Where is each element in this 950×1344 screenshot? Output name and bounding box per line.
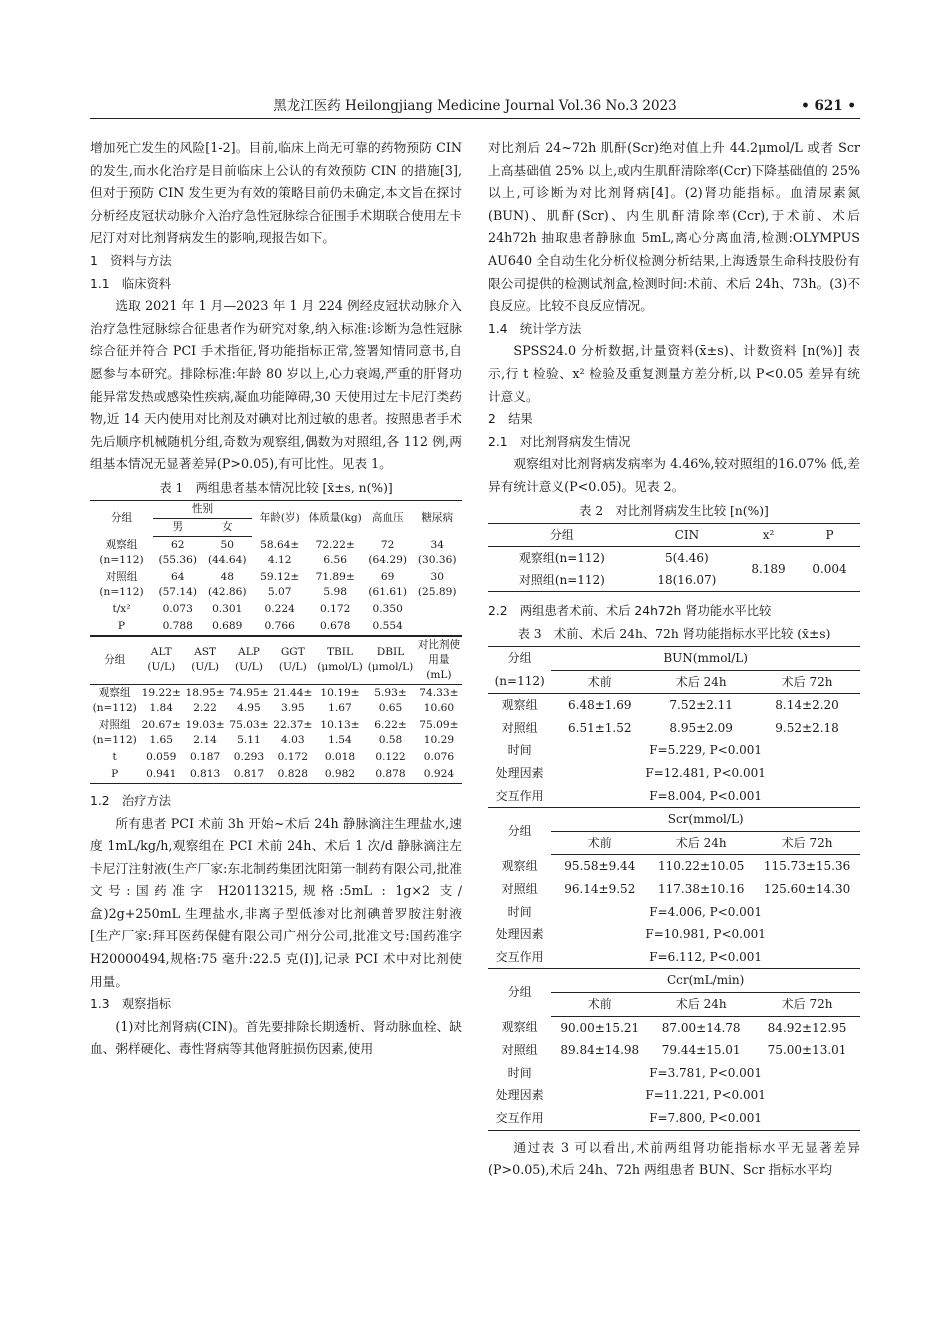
- t3-block-title: BUN(mmol/L): [551, 647, 860, 671]
- t3-cell: 7.52±2.11: [669, 698, 733, 713]
- t1-cell: 0.172: [277, 750, 308, 763]
- t1-cell: 0.554: [372, 619, 403, 632]
- t1-cell: 0.059: [146, 750, 177, 763]
- section-heading-2-2: 2.2 两组患者术前、术后 24h72h 肾功能水平比较: [488, 603, 772, 618]
- t1-cell: 0.301: [212, 602, 243, 615]
- t3-row: [488, 694, 860, 717]
- table1-caption: 表 1 两组患者基本情况比较 [x̄±s, n(%)]: [159, 480, 393, 495]
- t1-cell: 71.89± 5.98: [315, 570, 355, 598]
- t3-n-label: (n=112): [488, 670, 551, 694]
- t3-stat-row: [488, 1084, 860, 1107]
- t3-stat-row: [488, 739, 860, 762]
- t1-cell: 0.813: [189, 767, 221, 780]
- t1-h2-cell: GGT (U/L): [271, 636, 315, 684]
- t1-cell: 0.224: [264, 602, 295, 615]
- t3-cell: 观察组: [501, 698, 538, 713]
- t1-cell: 19.22± 1.84: [141, 686, 181, 714]
- t3-sub-cell: 术后 24h: [648, 993, 754, 1017]
- section-heading-1-1: 1.1 临床资料: [90, 276, 172, 291]
- t3-cell: 125.60±14.30: [763, 882, 851, 897]
- t1-cell: 18.95± 2.22: [185, 686, 225, 714]
- page-number: • 621 •: [801, 98, 856, 114]
- t1-cell: 75.09± 10.29: [419, 718, 459, 746]
- table3: [488, 646, 860, 1130]
- t3-row: [488, 1016, 860, 1039]
- t1-cell: 0.924: [423, 767, 455, 780]
- t3-cell: 观察组: [501, 859, 538, 874]
- t3-row: [488, 878, 860, 901]
- t3-cell: 观察组: [501, 1020, 538, 1035]
- t3-cell: 8.95±2.09: [669, 720, 733, 735]
- t1-cell: 74.95± 4.95: [229, 686, 269, 714]
- t1-cell: 74.33± 10.60: [419, 686, 459, 714]
- t1-h-dm: 糖尿病: [421, 512, 454, 525]
- t3-sub-cell: 术前: [551, 831, 648, 855]
- t1-cell: 0.293: [233, 750, 265, 763]
- t2-h-cell: P: [799, 523, 860, 546]
- t3-cell: 115.73±15.36: [763, 859, 851, 874]
- t1-cell: 0.018: [324, 750, 356, 763]
- t1-h-htn: 高血压: [371, 512, 404, 525]
- t3-stat-label: 处理因素: [495, 927, 544, 942]
- t3-row: [488, 855, 860, 878]
- t1-row: [90, 618, 462, 636]
- t1-cell: 0.982: [324, 767, 356, 780]
- t1-h2-cell: 分组: [90, 636, 139, 684]
- t3-cell: 89.84±14.98: [560, 1043, 640, 1058]
- right-column: [488, 137, 860, 1182]
- t1-h2-cell: ALT (U/L): [139, 636, 183, 684]
- t1-h2-cell: ALP (U/L): [227, 636, 271, 684]
- t3-stat-row: [488, 1062, 860, 1085]
- t3-stat-label: 时间: [507, 904, 532, 919]
- t3-stat-value: F=6.112, P<0.001: [649, 949, 763, 964]
- t3-cell: 84.92±12.95: [767, 1020, 847, 1035]
- t2-cell: 对照组(n=112): [518, 572, 605, 587]
- t1-cell: 19.03± 2.14: [185, 718, 225, 746]
- t2-p: 0.004: [812, 561, 847, 576]
- t1-cell: 0.122: [375, 750, 406, 763]
- t3-stat-label: 交互作用: [495, 788, 544, 803]
- t3-sub-cell: 术后 72h: [754, 993, 860, 1017]
- t1-cell: 0.689: [212, 619, 243, 632]
- t3-group-label: 分组: [488, 808, 551, 855]
- t3-cell: 117.38±10.16: [657, 882, 745, 897]
- t3-stat-label: 处理因素: [495, 1088, 544, 1103]
- t3-sub-cell: 术后 72h: [754, 831, 860, 855]
- t1-h-age: 年龄(岁): [259, 512, 300, 525]
- t1-cell: 58.64± 4.12: [260, 538, 300, 566]
- section-heading-1-4: 1.4 统计学方法: [488, 321, 582, 336]
- t1-h-bmi: 体质量(kg): [308, 512, 362, 525]
- t3-stat-row: [488, 923, 860, 946]
- t3-stat-row: [488, 762, 860, 785]
- t2-h-cell: 分组: [488, 523, 636, 546]
- t3-cell: 96.14±9.52: [564, 882, 636, 897]
- t3-stat-label: 交互作用: [495, 949, 544, 964]
- t1-cell: 59.12± 5.07: [260, 570, 300, 598]
- t3-cell: 110.22±10.05: [657, 859, 745, 874]
- t3-stat-row: [488, 785, 860, 808]
- t3-cell: 95.58±9.44: [564, 859, 636, 874]
- t1-cell: 0.073: [162, 602, 193, 615]
- t3-stat-value: F=7.800, P<0.001: [649, 1110, 763, 1125]
- t1-cell: 48 (42.86): [207, 570, 247, 598]
- t3-block-title: Scr(mmol/L): [551, 808, 860, 832]
- t3-cell: 对照组: [501, 720, 538, 735]
- t2-cell: 18(16.07): [657, 572, 717, 587]
- t3-stat-row: [488, 1107, 860, 1130]
- t1-h2-cell: DBIL (μmol/L): [365, 636, 416, 684]
- t3-stat-label: 交互作用: [495, 1110, 544, 1125]
- t1-cell: 34 (30.36): [417, 538, 457, 566]
- t3-sub-cell: 术后 24h: [648, 670, 754, 694]
- table1: [90, 500, 462, 636]
- t3-sub-cell: 术前: [551, 670, 648, 694]
- t1-cell: 69 (61.61): [368, 570, 407, 598]
- t1-cell: 64 (57.14): [158, 570, 198, 598]
- t1-h2-cell: 对比剂使用量(mL): [416, 636, 462, 684]
- t1-cell: 0.076: [423, 750, 455, 763]
- t3-sub-cell: 术前: [551, 993, 648, 1017]
- t2-cell: 5(4.46): [665, 550, 709, 565]
- t1-row: [90, 601, 462, 618]
- t1-h-sex: 性别: [153, 500, 252, 518]
- t1-cell: t: [112, 750, 117, 763]
- journal-title: 黑龙江医药 Heilongjiang Medicine Journal Vol.36 No.3 2023: [273, 98, 677, 114]
- t1-cell: 72.22± 6.56: [315, 538, 355, 566]
- t3-stat-value: F=12.481, P<0.001: [645, 766, 766, 781]
- t1-h-female: 女: [202, 518, 252, 536]
- t1-cell: 0.678: [320, 619, 351, 632]
- t2-row: [488, 546, 860, 569]
- t1-row: [90, 537, 462, 569]
- t1-cell: 观察组(n=112): [99, 538, 144, 566]
- t1-h2-cell: AST (U/L): [183, 636, 227, 684]
- t3-stat-value: F=3.781, P<0.001: [649, 1065, 763, 1080]
- t3-cell: 8.14±2.20: [775, 698, 839, 713]
- t1-cell: [412, 618, 462, 636]
- running-header: [90, 96, 860, 119]
- t3-cell: 6.48±1.69: [568, 698, 632, 713]
- t1-cell: 20.67± 1.65: [141, 718, 181, 746]
- left-column: [90, 137, 462, 1061]
- t2-chi: 8.189: [751, 561, 786, 576]
- t3-sub-cell: 术后 24h: [648, 831, 754, 855]
- t1-cell: 0.941: [146, 767, 177, 780]
- t3-stat-value: F=4.006, P<0.001: [649, 904, 763, 919]
- t3-cell: 9.52±2.18: [775, 720, 839, 735]
- t1-cell: 30 (25.89): [417, 570, 457, 598]
- t1-cell: 21.44± 3.95: [273, 686, 313, 714]
- t3-stat-label: 时间: [507, 1065, 532, 1080]
- t3-stat-label: 处理因素: [495, 766, 544, 781]
- section-heading-1-3: 1.3 观察指标: [90, 997, 172, 1012]
- t1-row: [90, 684, 462, 717]
- t1-cell: 0.788: [162, 619, 193, 632]
- t3-block-header: [488, 808, 860, 832]
- t1-cell: 72 (64.29): [368, 538, 407, 566]
- t2-h-cell: x²: [738, 523, 799, 546]
- t3-stat-value: F=8.004, P<0.001: [649, 788, 763, 803]
- t3-stat-value: F=11.221, P<0.001: [645, 1088, 766, 1103]
- paragraph-treatment: 所有患者 PCI 术前 3h 开始~术后 24h 静脉滴注生理盐水,速度 1mL/kg/h,观察组在 PCI 术前 24h、术后 1 次/d 静脉滴注左卡尼汀注射液(生产厂家:东北制药集团沈阳第一制药有限公司,批准文号:国药准字 H20113215,规格:5mL : 1g×2 支/盒)2g+250mL 生理盐水,非离子型低渗对比剂碘普罗胺注射液 [生产厂家:拜耳医药保健有限公司广州分公司,批准文号:国药准字 H20000494,规格:75 毫升:22.5 克(I)],记录 PCI 术中对比剂使用量。: [90, 815, 462, 989]
- t1-cell: 75.03± 5.11: [229, 718, 269, 746]
- t2-h-cell: CIN: [636, 523, 738, 546]
- t1-cell: t/x²: [112, 602, 131, 615]
- t1-h2-cell: TBIL (μmol/L): [315, 636, 365, 684]
- t1-cell: 10.19± 1.67: [320, 686, 360, 714]
- paragraph-clinical-data: 选取 2021 年 1 月—2023 年 1 月 224 例经皮冠状动脉介入治疗急性冠脉综合征患者作为研究对象,纳入标准:诊断为急性冠脉综合征并符合 PCI 手术指征,肾功能指标正常,签署知情同意书,自愿参与本研究。排除标准:年龄 80 岁以上,心力衰竭,严重的肝肾功能异常发热或感染性疾病,凝血功能障碍,30 天使用过左卡尼汀类药物,近 14 天内使用对比剂及对碘对比剂过敏的患者。按照患者手术先后顺序机械随机分组,奇数为观察组,偶数为对照组,各 112 例,两组基本情况无显著差异(P>0.05),有可比性。见表 1。: [90, 298, 462, 472]
- paragraph-statistics: SPSS24.0 分析数据,计量资料(x̄±s)、计数资料 [n(%)] 表示,行 t 检验、x² 检验及重复测量方差分析,以 P<0.05 差异有统计意义。: [488, 343, 860, 404]
- t1-cell: [412, 601, 462, 618]
- t1-cell: 对照组(n=112): [92, 718, 137, 746]
- t3-cell: 6.51±1.52: [568, 720, 632, 735]
- table3-caption: 表 3 术前、术后 24h、72h 肾功能指标水平比较 (x̄±s): [517, 627, 831, 642]
- intro-paragraph: 增加死亡发生的风险[1-2]。目前,临床上尚无可靠的药物预防 CIN 的发生,而水化治疗是目前临床上公认的有效预防 CIN 的措施[3],但对于预防 CIN 发生更为有效的策略目前仍未确定,本文旨在探讨分析经皮冠状动脉介入治疗急性冠脉综合征围手术期联合使用左卡尼汀对对比剂肾病发生的影响,现报告如下。: [90, 140, 462, 246]
- table2: [488, 523, 860, 592]
- t1-cell: 0.187: [189, 750, 221, 763]
- t3-block-title: Ccr(mL/min): [551, 969, 860, 993]
- t1-row: [90, 717, 462, 749]
- t2-header: [488, 523, 860, 546]
- t1-header2: [90, 636, 462, 684]
- t3-cell: 87.00±14.78: [661, 1020, 741, 1035]
- t3-group-label: 分组: [507, 651, 532, 666]
- t3-stat-row: [488, 901, 860, 924]
- t3-cell: 75.00±13.01: [767, 1043, 847, 1058]
- t1-cell: 5.93± 0.65: [374, 686, 407, 714]
- t3-block-header: [488, 647, 860, 671]
- section-heading-2: 2 结果: [488, 412, 533, 427]
- paragraph-indicators: (1)对比剂肾病(CIN)。首先要排除长期透析、肾动脉血栓、缺血、粥样硬化、毒性肾病等其他肾脏损伤因素,使用: [90, 1018, 462, 1057]
- t1-h-male: 男: [153, 518, 203, 536]
- table1-part2: [90, 636, 462, 784]
- t3-stat-row: [488, 946, 860, 969]
- t3-stat-label: 时间: [507, 743, 532, 758]
- t1-cell: 62 (55.36): [158, 538, 198, 566]
- section-heading-1-2: 1.2 治疗方法: [90, 793, 172, 808]
- t3-stat-value: F=5.229, P<0.001: [649, 743, 763, 758]
- t3-stat-value: F=10.981, P<0.001: [645, 927, 766, 942]
- t3-subheader: [488, 670, 860, 694]
- paragraph-cin-result: 观察组对比剂肾病发病率为 4.46%,较对照组的16.07% 低,差异有统计意义(P<0.05)。见表 2。: [488, 456, 860, 494]
- t3-cell: 79.44±15.01: [661, 1043, 741, 1058]
- t3-group-label: 分组: [488, 969, 551, 1016]
- t1-cell: P: [117, 619, 126, 632]
- t3-row: [488, 1039, 860, 1062]
- t3-block-header: [488, 969, 860, 993]
- t1-cell: 观察组(n=112): [92, 686, 137, 714]
- t1-row: [90, 749, 462, 766]
- t1-row: [90, 766, 462, 784]
- t1-cell: 0.817: [233, 767, 265, 780]
- t3-cell: 对照组: [501, 1043, 538, 1058]
- t1-cell: 6.22± 0.58: [374, 718, 407, 746]
- section-heading-1: 1 资料与方法: [90, 253, 172, 268]
- t3-cell: 对照组: [501, 882, 538, 897]
- t1-cell: 50 (44.64): [207, 538, 247, 566]
- t1-cell: 0.828: [277, 767, 308, 780]
- t1-cell: 10.13± 1.54: [320, 718, 360, 746]
- t1-cell: P: [111, 767, 119, 780]
- t1-h-group: 分组: [110, 512, 133, 525]
- t1-cell: 0.878: [375, 767, 406, 780]
- t1-cell: 22.37± 4.03: [273, 718, 313, 746]
- t2-cell: 观察组(n=112): [518, 550, 605, 565]
- t3-row: [488, 717, 860, 740]
- t3-cell: 90.00±15.21: [560, 1020, 640, 1035]
- t1-cell: 0.766: [264, 619, 295, 632]
- paragraph-indicators-cont: 对比剂后 24~72h 肌酐(Scr)绝对值上升 44.2μmol/L 或者 Scr 上高基础值 25% 以上,或内生肌酐清除率(Ccr)下降基础值的 25% 以上,可诊断为对比剂肾病[4]。(2)肾功能指标。血清尿素氮(BUN)、肌酐(Scr)、内生肌酐清除率(Ccr),于术前、术后 24h72h 抽取患者静脉血 5mL,离心分离血清,检测:OLYMPUS AU640 全自动生化分析仪检测分析结果,上海透景生命科技股份有限公司提供的检测试剂盒,检测时间:术前、术后 24h、73h。(3)不良反应。比较不良反应情况。: [488, 140, 860, 314]
- paragraph-renal-result: 通过表 3 可以看出,术前两组肾功能指标水平无显著差异(P>0.05),术后 24h、72h 两组患者 BUN、Scr 指标水平均: [488, 1139, 860, 1178]
- t1-row: [90, 569, 462, 601]
- t1-cell: 对照组(n=112): [99, 570, 144, 598]
- section-heading-2-1: 2.1 对比剂肾病发生情况: [488, 434, 631, 449]
- t1-cell: 0.350: [372, 602, 403, 615]
- t3-sub-cell: 术后 72h: [754, 670, 860, 694]
- table2-caption: 表 2 对比剂肾病发生比较 [n(%)]: [579, 503, 769, 518]
- t1-cell: 0.172: [320, 602, 351, 615]
